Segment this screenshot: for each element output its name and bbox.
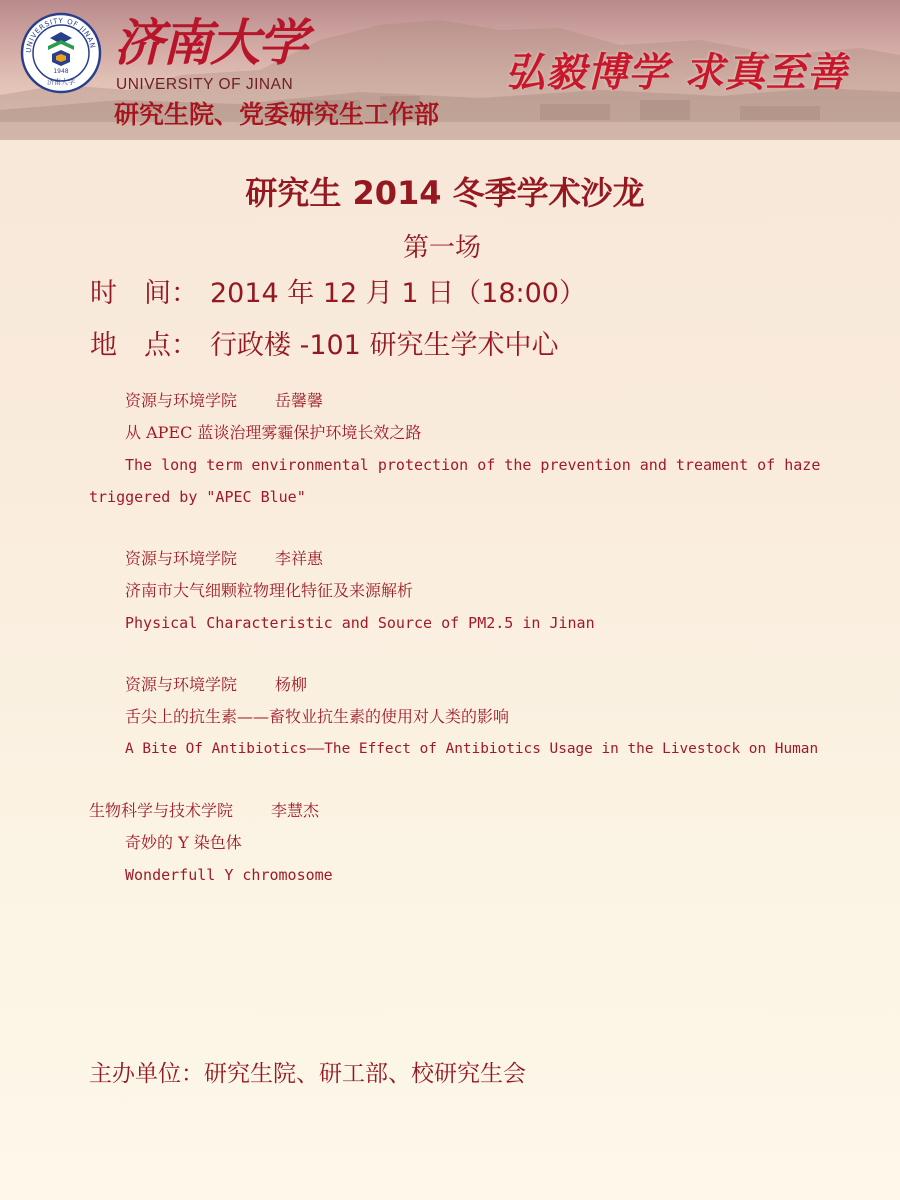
talk-4-presenter [89, 800, 319, 822]
seal-ring-text: UNIVERSITY OF JINAN [24, 16, 97, 54]
time-value: 2014 年 12 月 1 日（18:00） [210, 278, 586, 309]
seal-inner-text: 济南大学 [47, 78, 75, 86]
talk-college: 生物科学与技术学院 [89, 801, 234, 820]
seal-year: 1948 [53, 68, 69, 75]
talk-2-title-cn: 济南市大气细颗粒物理化特征及来源解析 [125, 581, 414, 600]
university-motto: 弘毅博学 求真至善 [505, 49, 848, 96]
header-banner [0, 0, 900, 140]
time-label: 时 间： [90, 278, 198, 309]
organizer-value: 研究生院、研工部、校研究生会 [204, 1061, 526, 1087]
event-title: 研究生 2014 冬季学术沙龙 [245, 174, 645, 212]
talk-college: 资源与环境学院 [125, 549, 238, 568]
venue-label: 地 点： [90, 330, 198, 361]
organizer-line [89, 1054, 526, 1094]
talk-speaker: 李慧杰 [271, 801, 320, 820]
talk-1-title-cn: 从 APEC 蓝谈治理雾霾保护环境长效之路 [125, 423, 422, 442]
session-title: 第一场 [402, 233, 481, 263]
talk-2-presenter [125, 548, 323, 570]
talk-4-title-cn: 奇妙的 Y 染色体 [125, 833, 242, 852]
organizer-label: 主办单位： [89, 1061, 204, 1087]
talk-3-presenter [125, 674, 307, 696]
university-name-chinese: 济南大学 [114, 13, 306, 72]
talk-1-presenter [125, 390, 323, 412]
talk-3-title-en: A Bite Of Antibiotics——The Effect of Antibiotics Usage in the Livestock on Human [125, 741, 819, 757]
talk-4-title-en: Wonderfull Y chromosome [125, 866, 333, 884]
department-name: 研究生院、党委研究生工作部 [114, 100, 440, 129]
university-name-english: UNIVERSITY OF JINAN [116, 76, 294, 93]
talk-1-title-en-cont: triggered by "APEC Blue" [89, 488, 306, 506]
talk-speaker: 李祥惠 [275, 549, 324, 568]
university-seal-logo [20, 12, 102, 94]
talk-2-title-en: Physical Characteristic and Source of PM2.5 in Jinan [125, 614, 595, 632]
talk-college: 资源与环境学院 [125, 675, 238, 694]
event-venue [90, 326, 558, 366]
talk-speaker: 杨柳 [275, 675, 308, 694]
talk-3-title-cn: 舌尖上的抗生素——畜牧业抗生素的使用对人类的影响 [125, 707, 510, 726]
venue-value: 行政楼 -101 研究生学术中心 [210, 330, 559, 361]
talk-college: 资源与环境学院 [125, 391, 238, 410]
event-time [90, 274, 586, 314]
talk-speaker: 岳馨馨 [275, 391, 324, 410]
talk-1-title-en: The long term environmental protection of the prevention and treament of haze [125, 456, 821, 474]
